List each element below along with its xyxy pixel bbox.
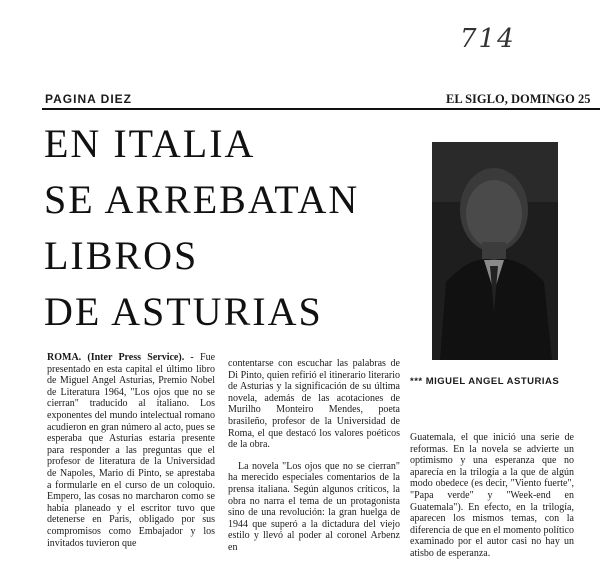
- header-rule: [42, 108, 600, 110]
- column1-paragraph: [47, 352, 215, 549]
- column1-text: Fue presentado en esta capital el último libro de Miguel Angel Asturias, Premio Nobel de Literatura 1964, "Los ojos que no se cierran" traducido al italiano. Los exponentes del mundo intelectual romano acudieron en gran número al acto, pues se esperaba que Asturias estaria presente para responder a las preguntas que el profesor de literatura de la Universidad de Napoles, Mario di Pinto, se aprestaba a formularle en el curso de un coloquio. Empero, las cosas no marcharon como se había planeado y el escritor tuvo que detenerse en Paris, obligado por sus compromisos como Embajador y los invitados tuvieron que: [47, 352, 215, 549]
- headline-line-4: DE ASTURIAS: [44, 289, 323, 334]
- page-header-left: PAGINA DIEZ: [45, 92, 133, 106]
- page-header-right: EL SIGLO, DOMINGO 25: [446, 92, 591, 106]
- column3-paragraph-1: Guatemala, el que inició una serie de reformas. En la novela se advierte un optimismo y una esperanza que no aparecía en la trilogía a la que de algún modo obedece (es decir, "Viento fuerte", "Papa verde" y "Week-end en Guatemala"). En efecto, en la trilogía, aparecen los mismos temas, con la diferencia de que en el momento político examinado por el autor casi no hay un atisbo de esperanza.: [410, 432, 574, 559]
- column2-paragraph-2: La novela "Los ojos que no se cierran" ha merecido especiales comentarios de la prensa italiana. Según algunos críticos, la obra no narra el tema de un protagonista sino de una revolución: la gran huelga de 1944 que superó a la dictadura del viejo estilo y llevó al poder al coronel Arbenz en: [228, 460, 400, 553]
- headline: [44, 116, 404, 340]
- handwritten-annotation: 714: [460, 24, 516, 54]
- author-photo: [432, 142, 558, 360]
- photo-caption: *** MIGUEL ANGEL ASTURIAS: [410, 376, 560, 387]
- article-column-1: [47, 352, 215, 581]
- article-column-3: [410, 432, 574, 581]
- article-column-2: [228, 358, 400, 581]
- dateline: ROMA. (Inter Press Service). -: [47, 352, 194, 363]
- headline-line-2: SE ARREBATAN: [44, 177, 360, 222]
- headline-line-3: LIBROS: [44, 233, 199, 278]
- headline-line-1: EN ITALIA: [44, 121, 256, 166]
- column2-paragraph-1: contentarse con escuchar las palabras de Di Pinto, quien refirió el itinerario literario de Asturias y la significación de su última novela, además de las acotaciones de Murilho Monteiro Mendes, poeta brasileño, profesor de la Universidad de Roma, el que destacó los valores poéticos de la obra.: [228, 358, 400, 451]
- portrait-image: [432, 142, 558, 360]
